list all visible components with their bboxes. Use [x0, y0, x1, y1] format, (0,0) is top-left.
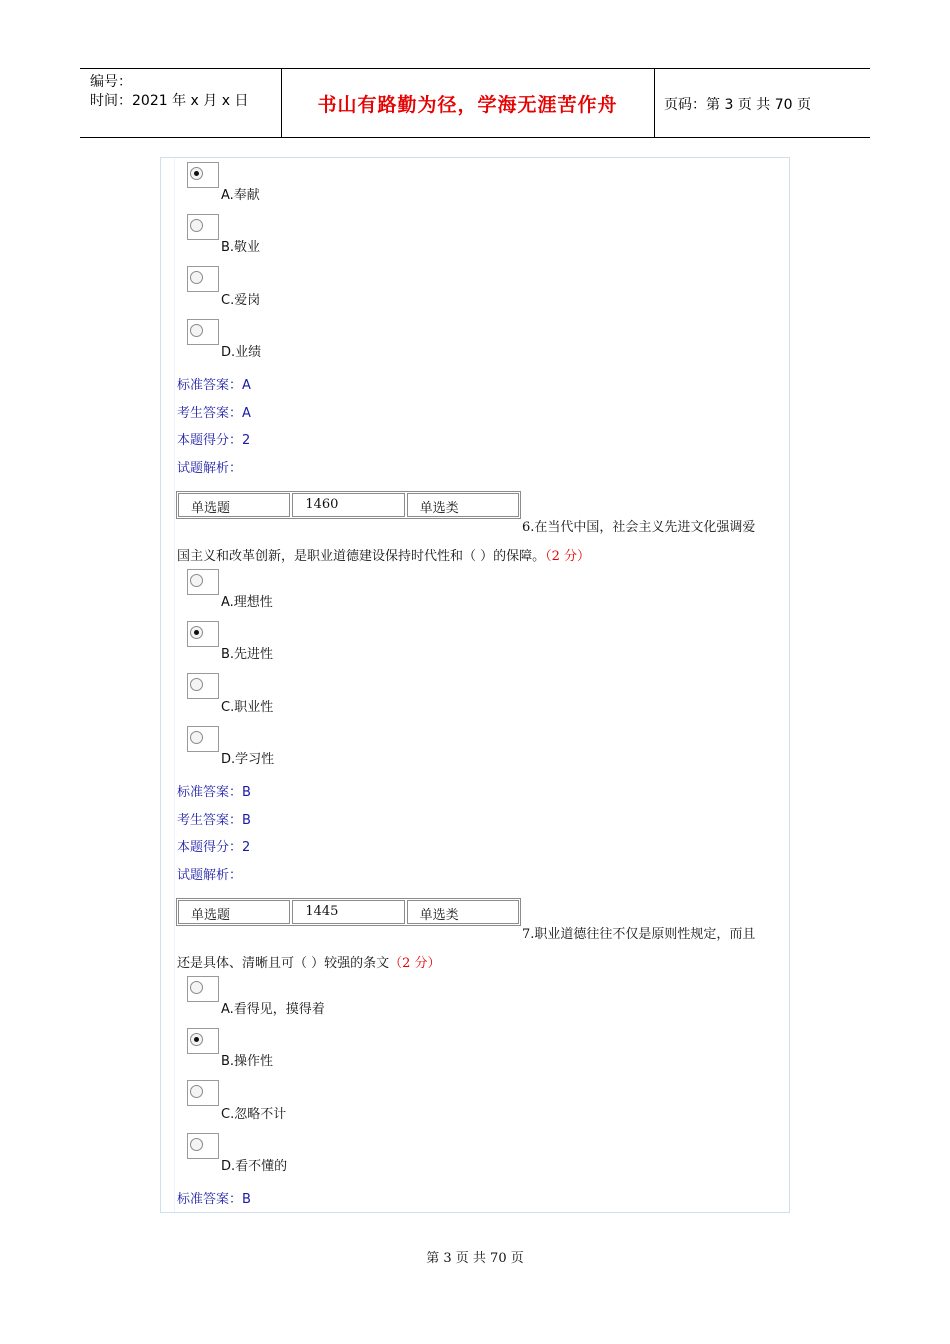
frame-divider — [174, 158, 175, 1212]
question-points: （2 分） — [389, 956, 441, 971]
question-category-cell: 单选类 — [407, 493, 519, 517]
radio-q5-d[interactable] — [187, 319, 219, 345]
option-label: D.学习性 — [221, 752, 275, 767]
option-label: B.操作性 — [221, 1054, 274, 1069]
radio-q7-c[interactable] — [187, 1080, 219, 1106]
option-label: C.爱岗 — [221, 293, 261, 308]
question-info-table — [176, 491, 521, 519]
radio-selected-dot — [194, 1037, 199, 1042]
radio-q7-d[interactable] — [187, 1133, 219, 1159]
question-text-line: 还是具体、清晰且可（ ）较强的条文 — [177, 956, 390, 971]
question-text: 7.职业道德往往不仅是原则性规定，而且 — [522, 927, 756, 942]
standard-answer: 标准答案：B — [177, 1192, 251, 1207]
question-id-cell: 1445 — [292, 900, 404, 924]
question-analysis: 试题解析： — [177, 868, 243, 883]
question-points: （2 分） — [545, 549, 591, 564]
question-type-cell: 单选题 — [178, 900, 290, 924]
radio-selected-dot — [194, 171, 199, 176]
radio-q7-a[interactable] — [187, 976, 219, 1002]
radio-circle-icon — [190, 219, 203, 232]
standard-answer: 标准答案：B — [177, 785, 251, 800]
page-footer: 第 3 页 共 70 页 — [426, 1251, 524, 1266]
radio-q6-b[interactable] — [187, 621, 219, 647]
header-motto: 书山有路勤为径，学海无涯苦作舟 — [317, 93, 618, 116]
option-label: C.职业性 — [221, 700, 274, 715]
radio-q7-b[interactable] — [187, 1028, 219, 1054]
number-label: 编号： — [90, 74, 132, 90]
standard-answer: 标准答案：A — [177, 378, 251, 393]
radio-circle-icon — [190, 678, 203, 691]
radio-circle-icon — [190, 167, 203, 180]
question-type-cell: 单选题 — [178, 493, 290, 517]
student-answer: 考生答案：A — [177, 406, 251, 421]
question-score: 本题得分：2 — [177, 840, 251, 855]
question-info-table — [176, 898, 521, 926]
question-text-cont — [177, 952, 441, 971]
radio-q6-c[interactable] — [187, 673, 219, 699]
radio-circle-icon — [190, 271, 203, 284]
page-header — [80, 68, 870, 138]
radio-q5-c[interactable] — [187, 266, 219, 292]
option-label: B.先进性 — [221, 647, 274, 662]
radio-circle-icon — [190, 1033, 203, 1046]
radio-circle-icon — [190, 1085, 203, 1098]
option-label: D.业绩 — [221, 345, 262, 360]
question-text: 6.在当代中国，社会主义先进文化强调爱 — [522, 520, 756, 535]
radio-circle-icon — [190, 626, 203, 639]
radio-q5-a[interactable] — [187, 162, 219, 188]
option-label: B.敬业 — [221, 240, 261, 255]
question-category-cell: 单选类 — [407, 900, 519, 924]
option-label: A.看得见，摸得着 — [221, 1002, 325, 1017]
radio-circle-icon — [190, 981, 203, 994]
time-label: 时间：2021 年 x 月 x 日 — [90, 93, 249, 109]
question-id-cell: 1460 — [292, 493, 404, 517]
header-page-info: 页码：第 3 页 共 70 页 — [664, 97, 811, 113]
option-label: D.看不懂的 — [221, 1159, 288, 1174]
radio-circle-icon — [190, 324, 203, 337]
exam-content-frame — [160, 157, 790, 1213]
radio-circle-icon — [190, 1138, 203, 1151]
option-label: A.奉献 — [221, 188, 260, 203]
option-label: A.理想性 — [221, 595, 273, 610]
question-score: 本题得分：2 — [177, 433, 251, 448]
student-answer: 考生答案：B — [177, 813, 251, 828]
radio-q6-a[interactable] — [187, 569, 219, 595]
header-divider — [654, 69, 655, 137]
question-text-line: 国主义和改革创新，是职业道德建设保持时代性和（ ）的保障。 — [177, 549, 546, 564]
question-text-cont — [177, 545, 590, 564]
radio-q5-b[interactable] — [187, 214, 219, 240]
radio-circle-icon — [190, 574, 203, 587]
radio-selected-dot — [194, 630, 199, 635]
radio-circle-icon — [190, 731, 203, 744]
question-analysis: 试题解析： — [177, 461, 243, 476]
option-label: C.忽略不计 — [221, 1107, 287, 1122]
radio-q6-d[interactable] — [187, 726, 219, 752]
header-meta — [90, 73, 248, 111]
